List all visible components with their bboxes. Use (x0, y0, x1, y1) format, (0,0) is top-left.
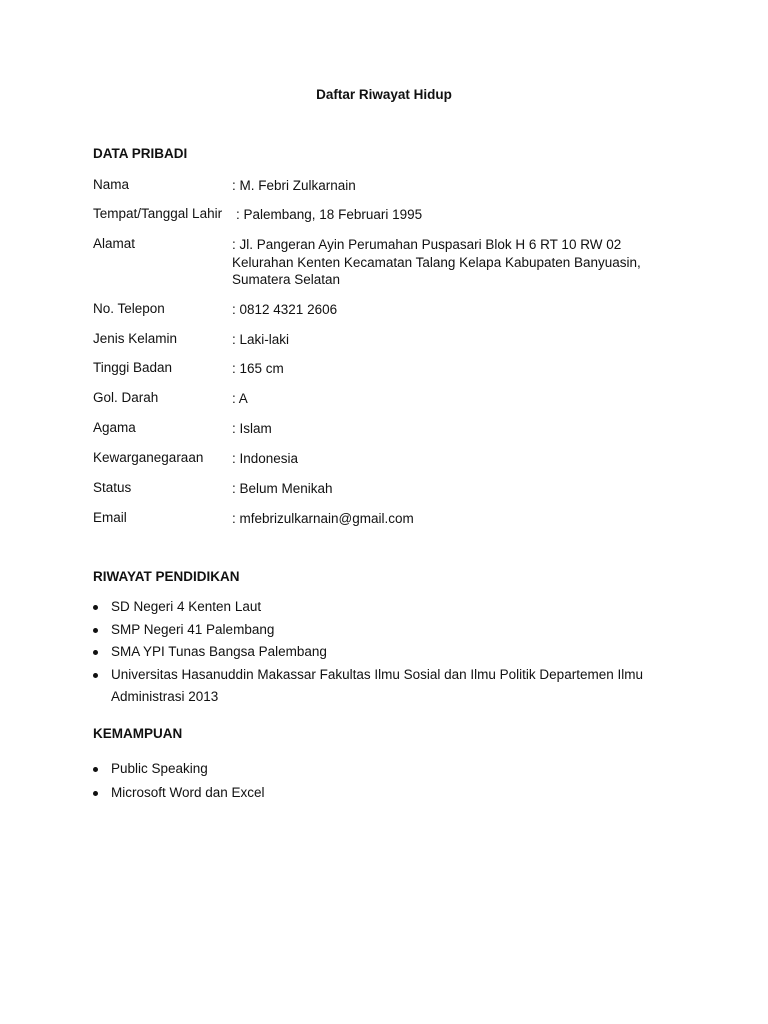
address-line-2: Kelurahan Kenten Kecamatan Talang Kelapa Kabupaten Banyuasin, (232, 254, 641, 270)
personal-data-heading: DATA PRIBADI (93, 146, 188, 161)
field-value: : A (232, 391, 248, 406)
bullet-icon (93, 791, 98, 796)
field-label: Agama (93, 420, 136, 435)
field-value: : 165 cm (232, 361, 284, 376)
list-item-text: Universitas Hasanuddin Makassar Fakultas Ilmu Sosial dan Ilmu Politik Departemen Ilmu (111, 666, 643, 682)
address-line-1: : Jl. Pangeran Ayin Perumahan Puspasari Blok H 6 RT 10 RW 02 (232, 237, 622, 252)
education-heading: RIWAYAT PENDIDIKAN (93, 569, 240, 584)
list-item (93, 664, 643, 709)
document-title: Daftar Riwayat Hidup (316, 87, 452, 102)
field-label: Status (93, 480, 132, 495)
list-item-text-continued: Administrasi 2013 (111, 689, 219, 704)
list-item (93, 619, 643, 642)
field-value: : Palembang, 18 Februari 1995 (236, 207, 423, 222)
list-item-text: Public Speaking (111, 761, 208, 776)
list-item (93, 641, 643, 664)
field-value: : Belum Menikah (232, 481, 333, 496)
bullet-icon (93, 673, 98, 678)
bullet-icon (93, 767, 98, 772)
skills-list (93, 758, 265, 804)
field-label: Nama (93, 177, 130, 192)
list-item-text: SD Negeri 4 Kenten Laut (111, 599, 262, 614)
field-value-multiline (232, 236, 641, 289)
field-value: : Islam (232, 421, 272, 436)
field-label: No. Telepon (93, 301, 165, 316)
field-value: : 0812 4321 2606 (232, 302, 338, 317)
field-label: Jenis Kelamin (93, 331, 178, 346)
field-label: Tinggi Badan (93, 360, 173, 375)
field-label: Gol. Darah (93, 390, 159, 405)
list-item-text: SMP Negeri 41 Palembang (111, 621, 275, 637)
list-item-text: Microsoft Word dan Excel (111, 784, 265, 800)
list-item (93, 596, 643, 619)
field-value: : Indonesia (232, 451, 299, 466)
field-label: Email (93, 510, 127, 525)
field-label: Kewarganegaraan (93, 450, 204, 465)
bullet-icon (93, 650, 98, 655)
field-value: : M. Febri Zulkarnain (232, 178, 356, 193)
list-item (93, 758, 265, 781)
field-value: : mfebrizulkarnain@gmail.com (232, 511, 414, 526)
education-list (93, 596, 643, 709)
field-label: Tempat/Tanggal Lahir (93, 206, 223, 221)
bullet-icon (93, 605, 98, 610)
field-value: : Laki-laki (232, 332, 290, 347)
bullet-icon (93, 628, 98, 633)
field-label: Alamat (93, 236, 136, 251)
list-item-text: SMA YPI Tunas Bangsa Palembang (111, 644, 327, 659)
skills-heading: KEMAMPUAN (93, 726, 183, 741)
list-item (93, 782, 265, 805)
address-line-3: Sumatera Selatan (232, 272, 341, 287)
